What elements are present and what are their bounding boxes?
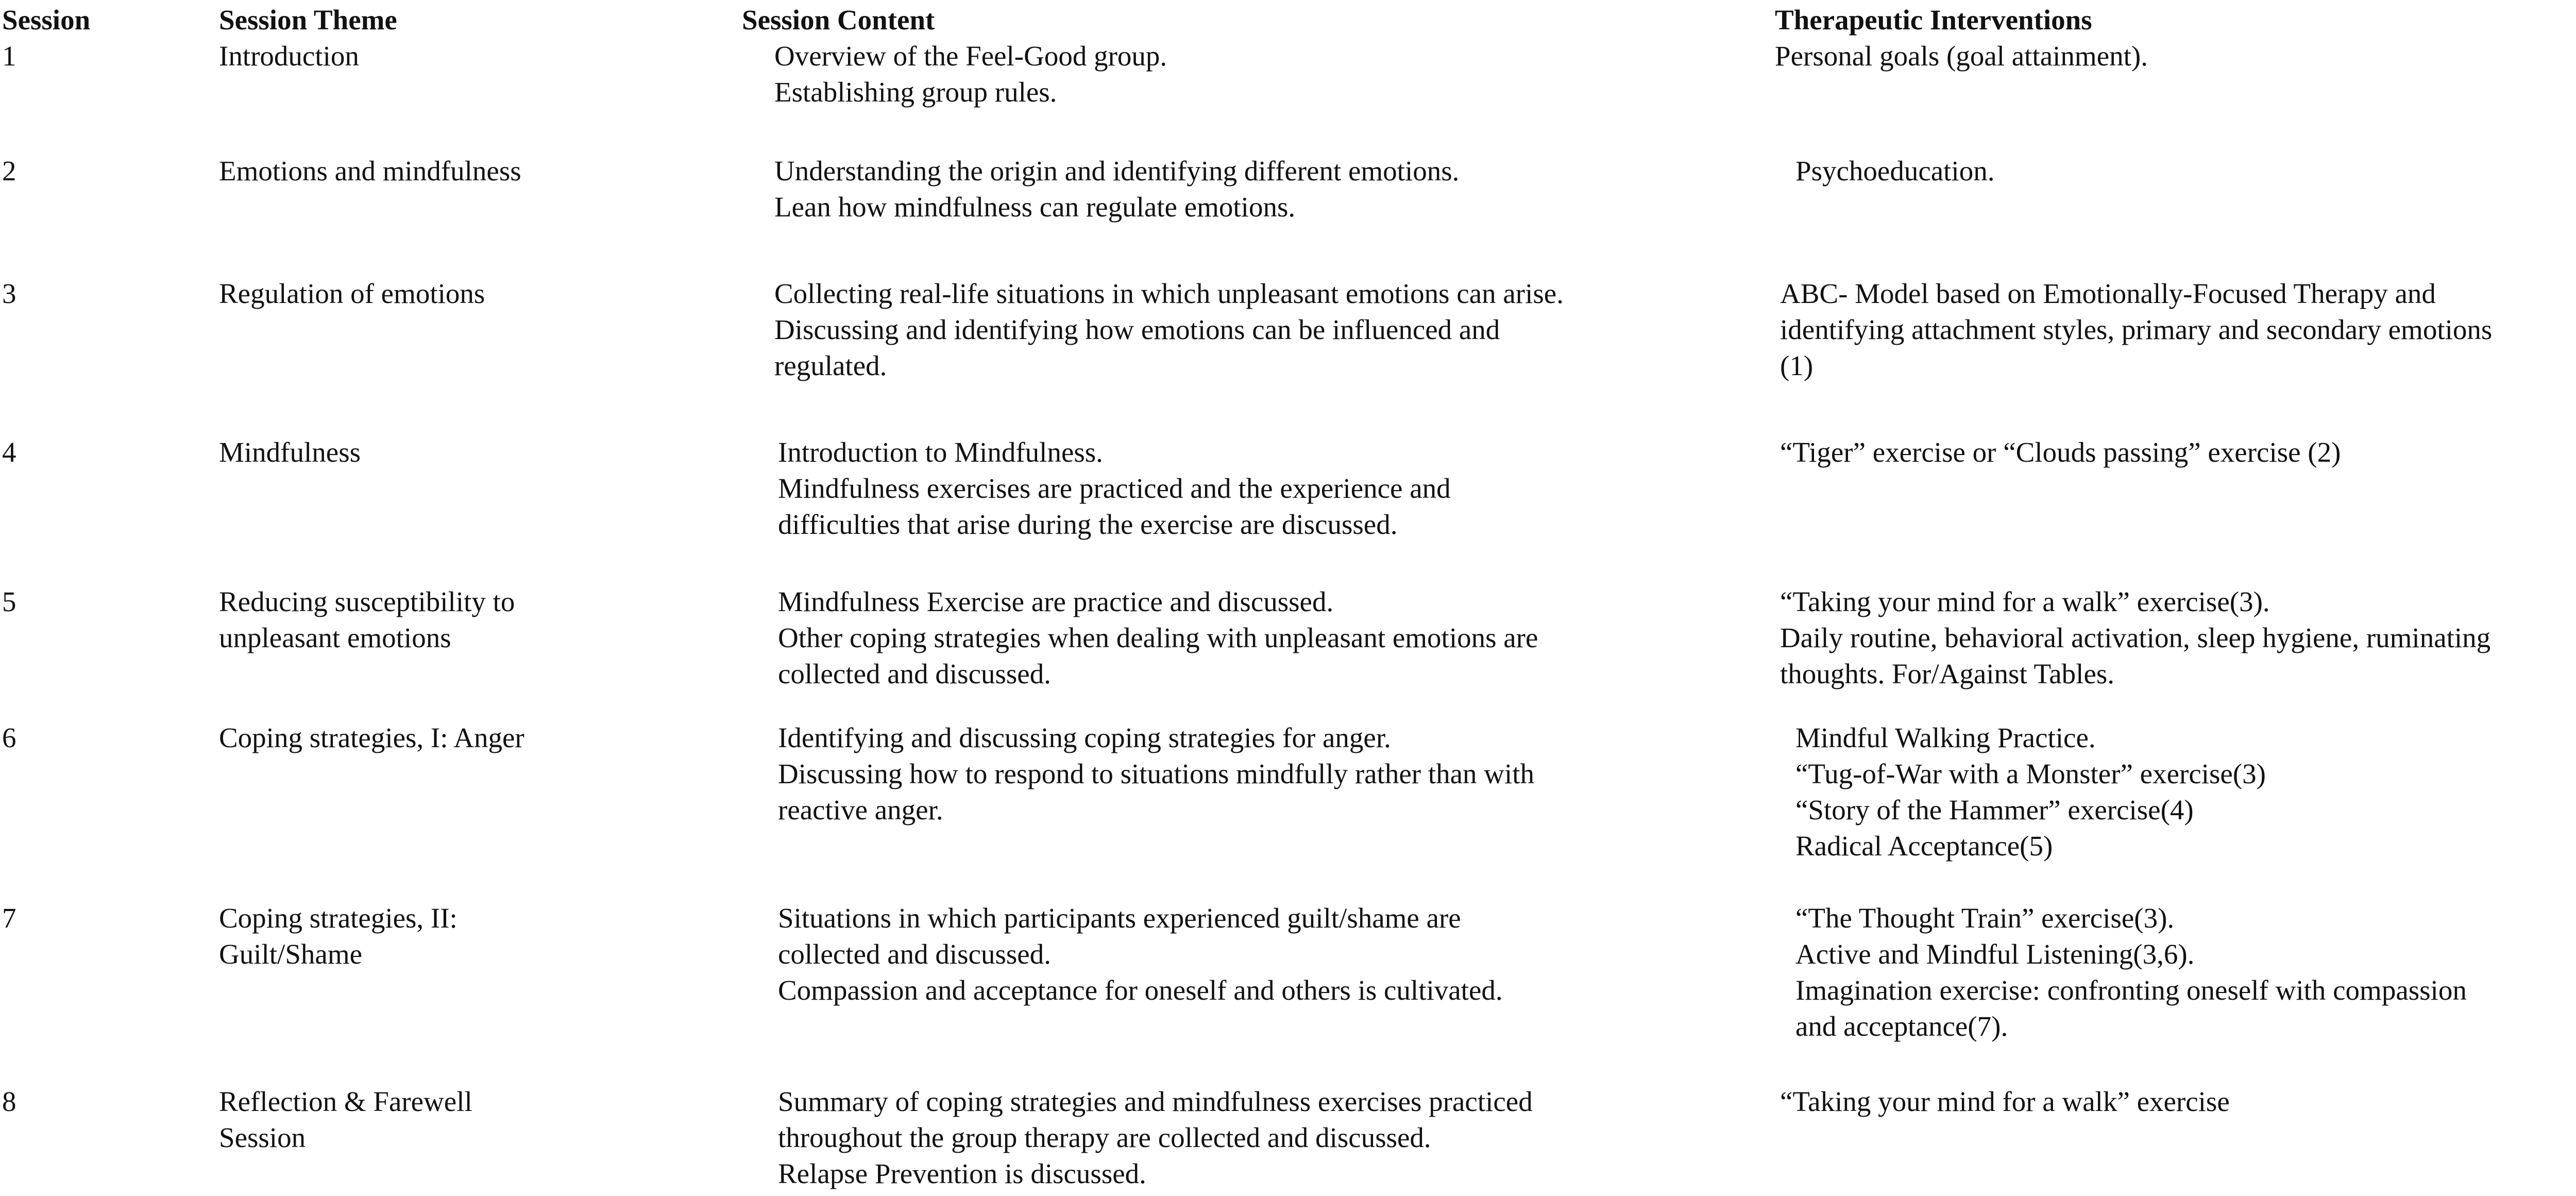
session-number: 7: [2, 902, 16, 934]
session-number: 8: [2, 1086, 16, 1117]
session-content-line: Other coping strategies when dealing with unpleasant emotions are: [778, 622, 1538, 653]
session-content: [778, 584, 1538, 692]
therapeutic-interventions: [1775, 38, 2148, 74]
session-theme-line: Coping strategies, I: Anger: [219, 722, 524, 753]
session-content-line: throughout the group therapy are collected and discussed.: [778, 1122, 1431, 1153]
session-number: 2: [2, 155, 16, 187]
header-session-theme: Session Theme: [219, 4, 397, 36]
session-content-line: Summary of coping strategies and mindfulness exercises practiced: [778, 1086, 1533, 1117]
header-session: Session: [2, 4, 91, 36]
intervention-line: Radical Acceptance(5): [1795, 830, 2053, 862]
session-theme-line: Reflection & Farewell: [219, 1086, 472, 1117]
session-theme-line: unpleasant emotions: [219, 622, 451, 653]
intervention-line: identifying attachment styles, primary and secondary emotions: [1780, 314, 2493, 345]
session-theme-line: Reducing susceptibility to: [219, 586, 515, 617]
intervention-line: Daily routine, behavioral activation, sleep hygiene, ruminating: [1780, 622, 2491, 653]
session-content-line: regulated.: [774, 350, 887, 381]
session-content-line: Introduction to Mindfulness.: [778, 436, 1103, 468]
session-content: [774, 38, 1167, 110]
session-content-line: Lean how mindfulness can regulate emotions.: [774, 191, 1296, 223]
session-theme-line: Mindfulness: [219, 436, 361, 468]
header-session-content: Session Content: [742, 4, 935, 36]
session-content-line: Understanding the origin and identifying different emotions.: [774, 155, 1460, 187]
session-content-line: Identifying and discussing coping strategies for anger.: [778, 722, 1391, 753]
session-theme-line: Regulation of emotions: [219, 278, 485, 309]
session-content-line: Collecting real-life situations in which unpleasant emotions can arise.: [774, 278, 1564, 309]
session-content-line: Overview of the Feel-Good group.: [774, 40, 1167, 72]
session-content-line: Compassion and acceptance for oneself and others is cultivated.: [778, 974, 1503, 1006]
session-content: [774, 276, 1564, 384]
session-number: 5: [2, 586, 16, 617]
therapeutic-interventions: [1780, 434, 2341, 470]
therapeutic-interventions: [1795, 153, 1994, 189]
session-theme: [219, 38, 359, 74]
session-theme-line: Coping strategies, II:: [219, 902, 457, 934]
therapeutic-interventions: [1780, 276, 2492, 384]
session-theme-line: Session: [219, 1122, 306, 1153]
session-content: [778, 720, 1534, 828]
intervention-line: Psychoeducation.: [1795, 155, 1995, 187]
therapeutic-interventions: [1780, 584, 2490, 692]
session-content-line: Mindfulness Exercise are practice and discussed.: [778, 586, 1334, 617]
intervention-line: Active and Mindful Listening(3,6).: [1795, 938, 2195, 970]
session-content: [778, 1084, 1533, 1192]
session-theme: [219, 900, 457, 972]
session-content: [774, 153, 1459, 225]
session-theme: [219, 720, 524, 756]
session-number: 4: [2, 436, 16, 468]
session-content-line: difficulties that arise during the exercise are discussed.: [778, 509, 1398, 540]
therapeutic-interventions: [1780, 1084, 2230, 1120]
intervention-line: “The Thought Train” exercise(3).: [1795, 902, 2175, 934]
session-content: [778, 434, 1451, 543]
therapeutic-interventions: [1795, 720, 2266, 864]
intervention-line: ABC- Model based on Emotionally-Focused Therapy and: [1780, 278, 2436, 309]
intervention-line: “Tug-of-War with a Monster” exercise(3): [1795, 758, 2266, 789]
intervention-line: Mindful Walking Practice.: [1795, 722, 2096, 753]
intervention-line: (1): [1780, 350, 1814, 381]
intervention-line: “Taking your mind for a walk” exercise(3).: [1780, 586, 2270, 617]
session-content: [778, 900, 1503, 1008]
header-therapeutic-interventions: Therapeutic Interventions: [1775, 4, 2092, 36]
session-number: 6: [2, 722, 16, 753]
session-theme-line: Introduction: [219, 40, 359, 72]
session-content-line: Relapse Prevention is discussed.: [778, 1158, 1146, 1189]
session-theme: [219, 276, 485, 312]
intervention-line: “Story of the Hammer” exercise(4): [1795, 794, 2194, 826]
session-theme: [219, 1084, 472, 1156]
intervention-line: “Tiger” exercise or “Clouds passing” exercise (2): [1780, 436, 2341, 468]
session-content-line: collected and discussed.: [778, 658, 1051, 689]
intervention-line: Personal goals (goal attainment).: [1775, 40, 2148, 72]
intervention-line: “Taking your mind for a walk” exercise: [1780, 1086, 2230, 1117]
session-content-line: Discussing and identifying how emotions can be influenced and: [774, 314, 1500, 345]
therapeutic-interventions: [1795, 900, 2467, 1045]
intervention-line: and acceptance(7).: [1795, 1010, 2008, 1042]
session-content-line: collected and discussed.: [778, 938, 1051, 970]
intervention-line: thoughts. For/Against Tables.: [1780, 658, 2115, 689]
session-number: 3: [2, 278, 16, 309]
session-theme-line: Emotions and mindfulness: [219, 155, 521, 187]
intervention-line: Imagination exercise: confronting oneself with compassion: [1795, 974, 2467, 1006]
session-number: 1: [2, 40, 16, 72]
session-content-line: Establishing group rules.: [774, 76, 1057, 108]
session-content-line: Discussing how to respond to situations mindfully rather than with: [778, 758, 1535, 789]
session-content-line: reactive anger.: [778, 794, 943, 826]
session-theme: [219, 434, 361, 470]
session-theme-line: Guilt/Shame: [219, 938, 363, 970]
session-content-line: Mindfulness exercises are practiced and the experience and: [778, 473, 1451, 504]
session-theme: [219, 584, 515, 656]
session-content-line: Situations in which participants experienced guilt/shame are: [778, 902, 1461, 934]
session-theme: [219, 153, 521, 189]
